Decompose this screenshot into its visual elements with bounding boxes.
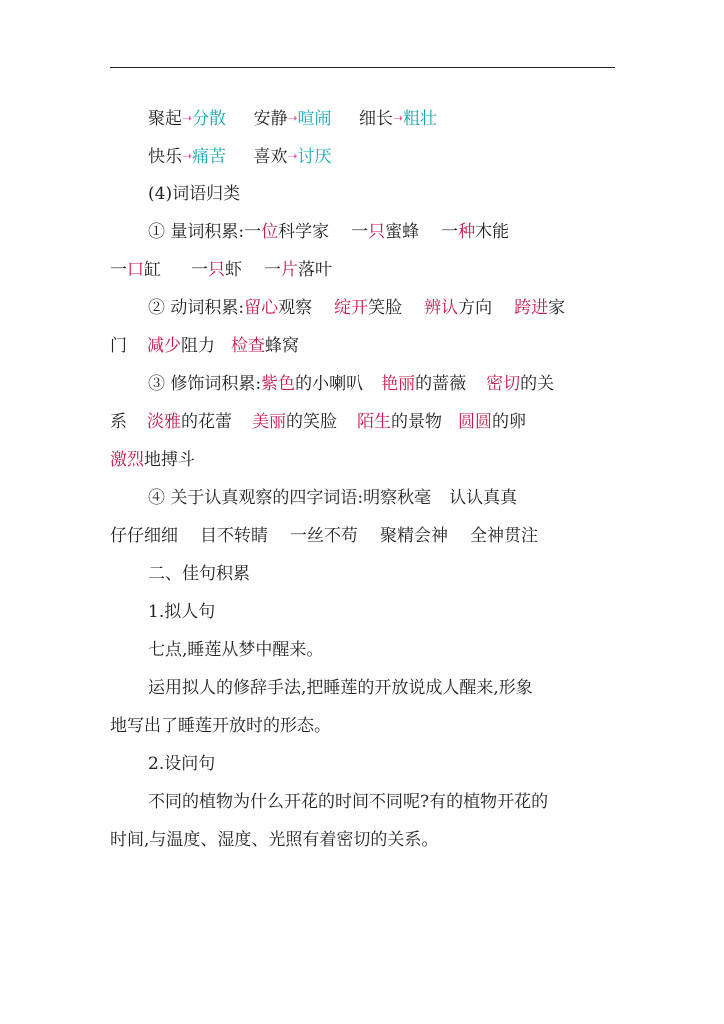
quantifier-line-1: ① 量词积累:一位科学家 一只蜜蜂 一种木能 [148,222,510,242]
antonym-word: 安静 [253,109,288,129]
personification-note-2: 地写出了睡莲开放时的形态。 [110,716,331,736]
arrow-right-icon: ➝ [287,111,298,125]
modifier-label: ③ 修饰词积累: [148,374,262,394]
part-2-heading: 二、佳句积累 [148,564,250,584]
personification-heading: 1.拟人句 [148,602,216,622]
verb-label: ② 动词积累: [148,298,245,318]
top-rule [110,67,615,68]
quantifier-label: ① 量词积累: [148,222,245,242]
personification-note-1: 运用拟人的修辞手法,把睡莲的开放说成人醒来,形象 [148,678,533,698]
rhetorical-question-example-1: 不同的植物为什么开花的时间不同呢?有的植物开花的 [148,792,549,812]
personification-example: 七点,睡莲从梦中醒来。 [148,640,324,660]
modifier-line-2: 系 淡雅的花蕾 美丽的笑脸 陌生的景物 圆圆的卵 [110,412,526,432]
antonym-answer: 分散 [192,109,227,129]
antonym-word: 快乐 [148,147,182,167]
arrow-right-icon: ➝ [182,111,193,125]
verb-line-2: 门 减少阻力 检查蜂窝 [110,336,299,356]
modifier-line-1: ③ 修饰词积累:紫色的小喇叭 艳丽的蔷薇 密切的关 [148,374,555,394]
verb-line-1: ② 动词积累:留心观察 绽开笑脸 辨认方向 跨进家 [148,298,566,318]
modifier-line-3: 激烈地搏斗 [110,450,195,470]
section-4-heading: (4)词语归类 [148,184,241,204]
antonym-row-2 [0,141,724,171]
antonym-word: 聚起 [148,109,182,129]
antonym-answer: 痛苦 [192,147,227,167]
antonym-word: 喜欢 [253,147,288,167]
idiom-label: ④ 关于认真观察的四字词语: [148,488,364,508]
antonym-answer: 粗壮 [403,109,437,129]
arrow-right-icon: ➝ [287,149,298,163]
quantifier-line-2: 一口缸 一只虾 一片落叶 [110,260,332,280]
antonym-word: 细长 [358,109,393,129]
antonym-answer: 喧闹 [297,109,332,129]
arrow-right-icon: ➝ [182,149,193,163]
rhetorical-question-heading: 2.设问句 [148,754,216,774]
idiom-line-1: ④ 关于认真观察的四字词语:明察秋毫 认认真真 [148,488,518,508]
rhetorical-question-example-2: 时间,与温度、湿度、光照有着密切的关系。 [110,830,439,850]
arrow-right-icon: ➝ [392,111,403,125]
antonym-answer: 讨厌 [297,147,332,167]
antonym-row-1 [0,103,724,133]
idiom-line-2: 仔仔细细 目不转睛 一丝不苟 聚精会神 全神贯注 [110,526,538,546]
